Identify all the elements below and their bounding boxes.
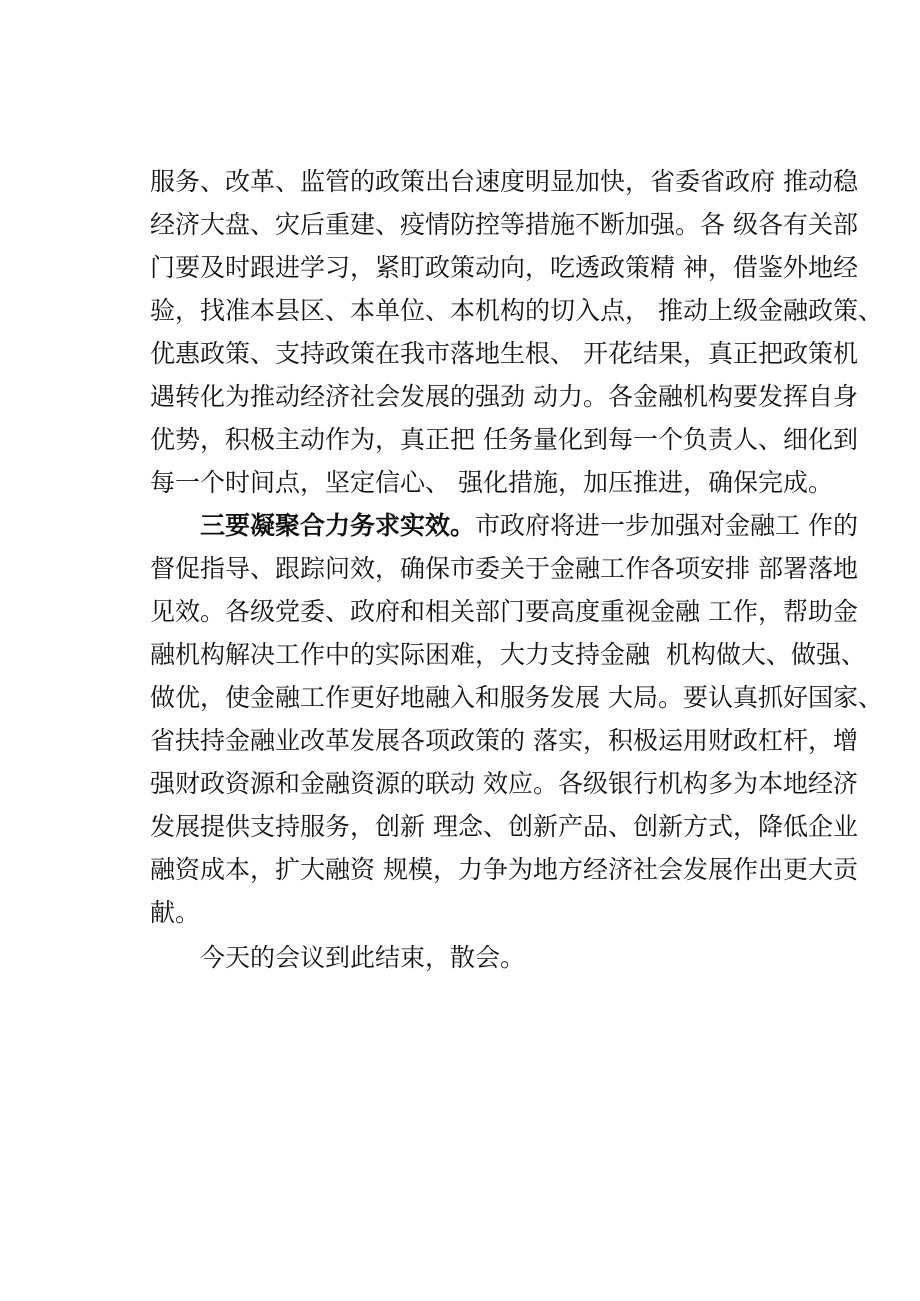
paragraph-2-heading: 三要凝聚合力务求实效。	[200, 511, 476, 540]
paragraph-2-line-8: 发展提供支持服务，创新 理念、创新产品、创新方式，降低企业	[150, 812, 858, 841]
paragraph-2-line-4: 融机构解决工作中的实际困难，大力支持金融 机构做大、做强、	[150, 640, 866, 669]
paragraph-2-line-1-text: 市政府将进一步加强对金融工 作的	[475, 511, 858, 540]
paragraph-2-line-10: 献。	[150, 898, 201, 927]
paragraph-1-line-1: 服务、改革、监管的政策出台速度明显加快，省委省政府 推动稳	[150, 167, 858, 196]
paragraph-1-line-5: 优惠政策、支持政策在我市落地生根、 开花结果，真正把政策机	[150, 339, 858, 368]
paragraph-1-line-7: 优势，积极主动作为，真正把 任务量化到每一个负责人、细化到	[150, 425, 858, 454]
paragraph-1-line-2: 经济大盘、灾后重建、疫情防控等措施不断加强。各 级各有关部	[150, 210, 858, 239]
paragraph-3-line-1: 今天的会议到此结束，散会。	[200, 943, 526, 972]
paragraph-1-line-6: 遇转化为推动经济社会发展的强劲 动力。各金融机构要发挥自身	[150, 382, 858, 411]
paragraph-2-line-6: 省扶持金融业改革发展各项政策的 落实，积极运用财政杠杆，增	[150, 726, 858, 755]
paragraph-1-line-8: 每一个时间点，坚定信心、 强化措施，加压推进，确保完成。	[150, 468, 833, 497]
paragraph-2-line-1	[200, 506, 858, 546]
paragraph-1-line-3: 门要及时跟进学习，紧盯政策动向，吃透政策精 神，借鉴外地经	[150, 253, 858, 282]
paragraph-1-line-4: 验，找准本县区、本单位、本机构的切入点， 推动上级金融政策、	[150, 296, 883, 325]
paragraph-2-line-9: 融资成本，扩大融资 规模，力争为地方经济社会发展作出更大贡	[150, 855, 858, 884]
paragraph-2-line-3: 见效。各级党委、政府和相关部门要高度重视金融 工作，帮助金	[150, 597, 858, 626]
paragraph-2-line-2: 督促指导、跟踪问效，确保市委关于金融工作各项安排 部署落地	[150, 554, 858, 583]
paragraph-2-line-5: 做优，使金融工作更好地融入和服务发展 大局。要认真抓好国家、	[150, 683, 883, 712]
paragraph-2-line-7: 强财政资源和金融资源的联动 效应。各级银行机构多为本地经济	[150, 769, 858, 798]
